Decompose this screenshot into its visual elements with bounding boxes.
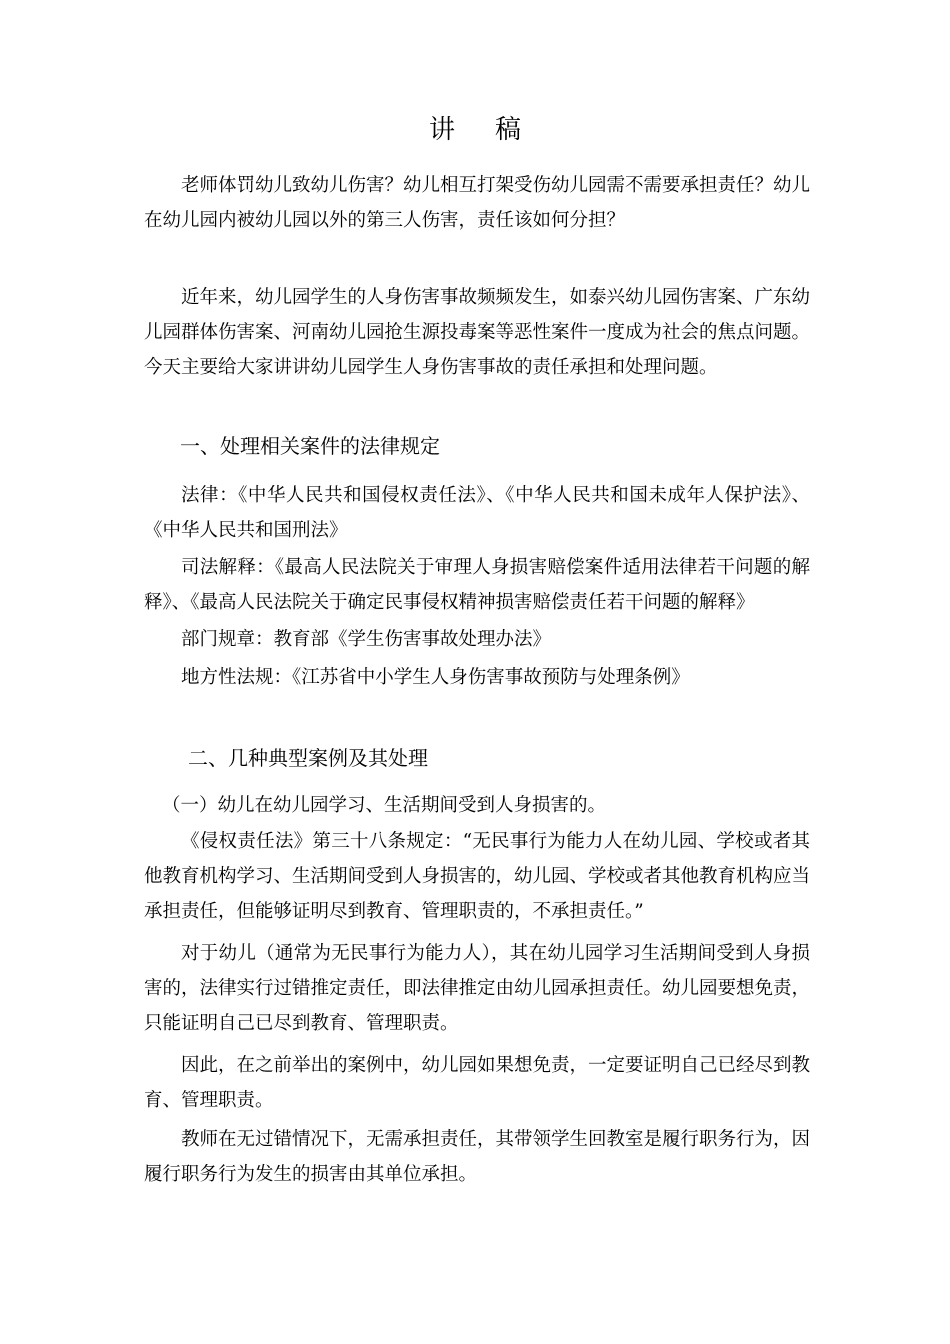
department-rules-paragraph: 部门规章：教育部《学生伤害事故处理办法》 <box>181 629 552 650</box>
intro-paragraph-2: 近年来，幼儿园学生的人身伤害事故频频发生，如泰兴幼儿园伤害案、广东幼儿园群体伤害案、河南幼儿园抢生源投毒案等恶性案件一度成为社会的焦点问题。今天主要给大家讲讲幼儿园学生人身伤害事故的责任承担和处理问题。 <box>144 287 811 378</box>
intro-paragraph-1: 老师体罚幼儿致幼儿伤害？幼儿相互打架受伤幼儿园需不需要承担责任？幼儿在幼儿园内被幼儿园以外的第三人伤害，责任该如何分担？ <box>144 175 811 231</box>
exemption-paragraph: 因此，在之前举出的案例中，幼儿园如果想免责，一定要证明自己已经尽到教育、管理职责。 <box>144 1055 811 1111</box>
article-38-paragraph: 《侵权责任法》第三十八条规定：“无民事行为能力人在幼儿园、学校或者其他教育机构学习、生活期间受到人身损害的，幼儿园、学校或者其他教育机构应当承担责任，但能够证明尽到教育、管理职责的，不承担责任。” <box>144 831 811 922</box>
local-regulations-paragraph: 地方性法规：《江苏省中小学生人身伤害事故预防与处理条例》 <box>181 667 690 688</box>
law-paragraph: 法律：《中华人民共和国侵权责任法》、《中华人民共和国未成年人保护法》、《中华人民共和国刑法》 <box>144 485 810 541</box>
subsection-1-title: （一）幼儿在幼儿园学习、生活期间受到人身损害的。 <box>162 795 607 816</box>
section1-heading: 一、处理相关案件的法律规定 <box>180 434 440 458</box>
fault-presumption-paragraph: 对于幼儿（通常为无民事行为能力人），其在幼儿园学习生活期间受到人身损害的，法律实行过错推定责任，即法律推定由幼儿园承担责任。幼儿园要想免责，只能证明自己已尽到教育、管理职责。 <box>144 943 811 1034</box>
document-title: 讲稿 <box>428 115 561 145</box>
teacher-duty-paragraph: 教师在无过错情况下，无需承担责任，其带领学生回教室是履行职务行为，因履行职务行为发生的损害由其单位承担。 <box>144 1129 811 1185</box>
judicial-interpretation-paragraph: 司法解释：《最高人民法院关于审理人身损害赔偿案件适用法律若干问题的解释》、《最高人民法院关于确定民事侵权精神损害赔偿责任若干问题的解释》 <box>144 557 810 613</box>
section2-heading: 二、几种典型案例及其处理 <box>188 746 428 770</box>
